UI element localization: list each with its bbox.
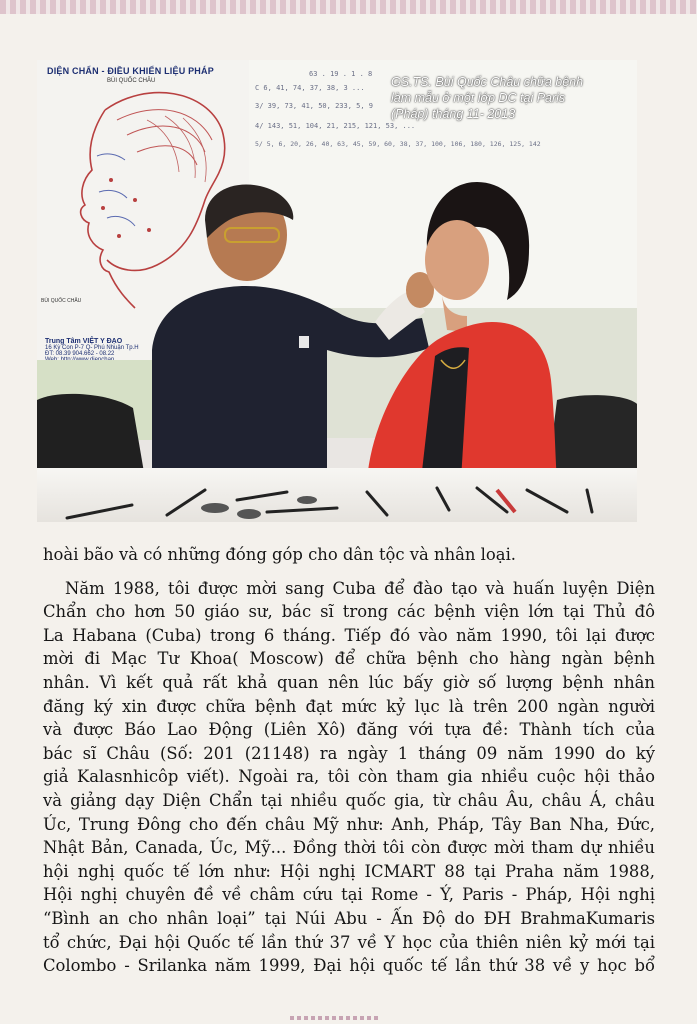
photo-caption: [391, 74, 635, 122]
poster-center-name: Trung Tâm VIỆT Y ĐẠO: [45, 338, 123, 345]
caption-line: làm mẫu ở một lớp DC tại Paris: [391, 91, 566, 105]
photo: [37, 60, 637, 522]
paragraph-2: [43, 577, 655, 978]
text-line: nhân. Vì kết quả rất khả quan nên lúc bấy giờ số lượng bệnh nhân: [43, 672, 655, 692]
text-line: Úc, Trung Đông cho đến châu Mỹ như: Anh, Pháp, Tây Ban Nha, Đức,: [43, 814, 655, 834]
text-line: Năm 1988, tôi được mời sang Cuba để đào tạo và huấn luyện Diện: [65, 578, 655, 598]
poster-title: DIỆN CHẨN - ĐIỀU KHIỂN LIỆU PHÁP: [47, 66, 214, 76]
bottom-decorative-mark: [290, 1016, 380, 1020]
poster-phone: ĐT: 08.39 904.662 - 08.22: [45, 351, 115, 357]
text-line: mời đi Mạc Tư Khoa( Moscow) để chữa bệnh cho hàng ngàn bệnh: [43, 649, 655, 669]
board-line: 4/ 143, 51, 104, 21, 215, 121, 53, ...: [255, 122, 416, 130]
paragraph-1: [43, 543, 655, 567]
text-line: bác sĩ Châu (Số: 201 (21148) ra ngày 1 tháng 09 năm 1990 do ký: [43, 743, 655, 763]
board-line: 5/ 5, 6, 20, 26, 40, 63, 45, 59, 60, 38, 37, 100, 106, 180, 126, 125, 142: [255, 140, 541, 148]
text-line: Nhật Bản, Canada, Úc, Mỹ... Đồng thời tôi còn được mời tham dự nhiều: [43, 838, 655, 858]
text-line: và được Báo Lao Động (Liên Xô) đăng với tựa đề: Thành tích của: [43, 720, 655, 740]
board-line: C 6, 41, 74, 37, 38, 3 ...: [255, 84, 365, 92]
text-line: Colombo - Srilanka năm 1999, Đại hội quốc tế lần thứ 38 về y học bổ: [43, 956, 655, 976]
text-line: Hội nghị chuyên đề về châm cứu tại Rome - Ý, Paris - Pháp, Hội nghị: [43, 885, 655, 905]
caption-line: GS.TS. Bùi Quốc Châu chữa bệnh: [391, 75, 584, 89]
text-line: tổ chức, Đại hội Quốc tế lần thứ 37 về Y học của thiên niên kỷ mới tại: [43, 932, 655, 952]
text-line: và giảng dạy Diện Chẩn tại nhiều quốc gia, từ châu Âu, châu Á, châu: [43, 790, 655, 810]
paragraph-gap: [43, 567, 655, 577]
text-line: Chẩn cho hơn 50 giáo sư, bác sĩ trong các bệnh viện lớn tại Thủ đô: [43, 602, 655, 622]
desk-tools: [37, 60, 637, 522]
poster-author: BÙI QUỐC CHÂU: [107, 78, 156, 84]
board-line: 3/ 39, 73, 41, 50, 233, 5, 9: [255, 102, 374, 110]
body-text: [43, 543, 655, 978]
text-line: “Bình an cho nhân loại” tại Núi Abu - Ấn Độ do ĐH BrahmaKumaris: [43, 908, 655, 928]
text-line: La Habana (Cuba) trong 6 tháng. Tiếp đó vào năm 1990, tôi lại được: [43, 625, 655, 645]
board-line: 63 . 19 . 1 . 8: [309, 70, 373, 78]
text-line: hội nghị quốc tế lớn như: Hội nghị ICMART 88 tại Praha năm 1988,: [43, 861, 655, 881]
text-line: giả Kalasnhicôp viết). Ngoài ra, tôi còn tham gia nhiều cuộc hội thảo: [43, 767, 655, 787]
poster-address: 16 Kỳ Con P-7 Q- Phú Nhuận Tp.H: [45, 345, 139, 351]
text-line: hoài bão và có những đóng góp cho dân tộc và nhân loại.: [43, 545, 517, 564]
text-line: đăng ký xin được chữa bệnh đạt mức kỷ lục là trên 200 ngàn người: [43, 696, 655, 716]
poster-author-small: BÙI QUỐC CHÂU: [41, 298, 82, 304]
top-decorative-strip: [0, 0, 697, 14]
caption-line: (Pháp) tháng 11- 2013: [391, 107, 516, 121]
